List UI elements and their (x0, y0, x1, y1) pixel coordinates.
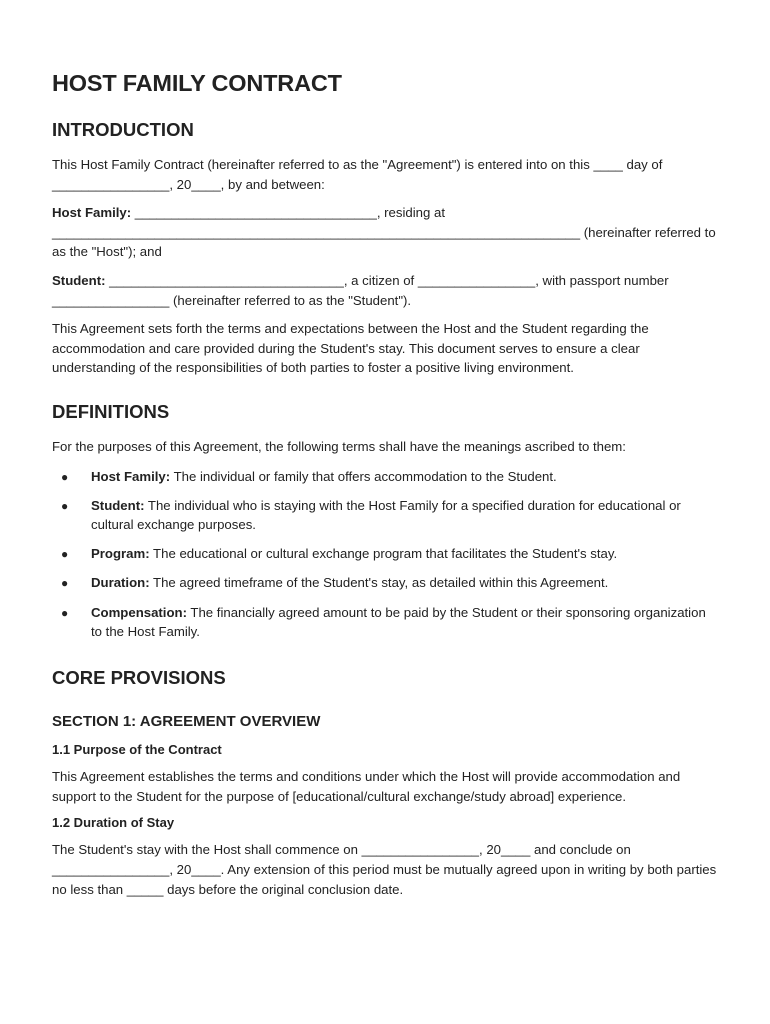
definition-text: The individual who is staying with the Host Family for a specified duration for educational or cultural exchange purposes. (91, 497, 681, 533)
introduction-paragraph-1: This Host Family Contract (hereinafter referred to as the "Agreement") is entered into on this ____ day of ________________, 20____, by and between: (52, 157, 663, 192)
list-item (52, 467, 718, 487)
list-item (52, 603, 718, 642)
student-text: ________________________________, a citizen of ________________, with passport number ________________ (hereinafter referred to as the "Student"). (52, 272, 669, 308)
definitions-list (52, 467, 718, 642)
bullet-icon: ● (61, 576, 69, 591)
host-family-paragraph (52, 203, 718, 262)
definitions-heading: DEFINITIONS (52, 400, 170, 422)
definition-text: The agreed timeframe of the Student's stay, as detailed within this Agreement. (149, 575, 609, 591)
definition-term: Program: (91, 546, 150, 562)
core-provisions-heading: CORE PROVISIONS (52, 667, 226, 689)
introduction-paragraph-2: This Agreement sets forth the terms and expectations between the Host and the Student regarding the accommodation and care provided during the Student's stay. This document serves to ensure a clear understanding of the responsibilities of both parties to foster a positive living environment. (52, 321, 649, 376)
subsection-1-1-heading: 1.1 Purpose of the Contract (52, 742, 222, 758)
subsection-1-2-text: The Student's stay with the Host shall commence on ________________, 20____ and conclude on ________________, 20____. Any extension of this period must be mutually agreed upon in writing by both parties no less than _____ days before the original conclusion date. (52, 842, 717, 897)
host-family-label: Host Family: (52, 205, 132, 221)
definition-text: The individual or family that offers accommodation to the Student. (170, 468, 557, 484)
definitions-intro: For the purposes of this Agreement, the following terms shall have the meanings ascribed to them: (52, 438, 626, 454)
host-family-text: _________________________________, residing at ________________________________________________________________________ (hereinafter referred to as the "Host"); and (52, 205, 716, 260)
introduction-heading: INTRODUCTION (52, 119, 194, 140)
list-item (52, 544, 718, 564)
list-item (52, 496, 718, 535)
subsection-1-2-heading: 1.2 Duration of Stay (52, 815, 175, 831)
document-title: HOST FAMILY CONTRACT (52, 70, 342, 96)
definition-term: Student: (91, 497, 145, 513)
definition-term: Compensation: (91, 604, 187, 620)
definition-text: The financially agreed amount to be paid by the Student or their sponsoring organization to the Host Family. (91, 604, 706, 640)
bullet-icon: ● (61, 498, 69, 513)
section-1-heading: SECTION 1: AGREEMENT OVERVIEW (52, 713, 321, 731)
definition-text: The educational or cultural exchange program that facilitates the Student's stay. (149, 546, 618, 562)
student-label: Student: (52, 272, 106, 288)
definition-term: Duration: (91, 575, 150, 591)
student-paragraph (52, 271, 718, 310)
list-item (52, 573, 718, 593)
definition-term: Host Family: (91, 468, 171, 484)
bullet-icon: ● (61, 469, 69, 484)
subsection-1-1-text: This Agreement establishes the terms and conditions under which the Host will provide accommodation and support to the Student for the purpose of [educational/cultural exchange/study abroad] experience. (52, 769, 681, 804)
bullet-icon: ● (61, 605, 69, 620)
bullet-icon: ● (61, 547, 69, 562)
